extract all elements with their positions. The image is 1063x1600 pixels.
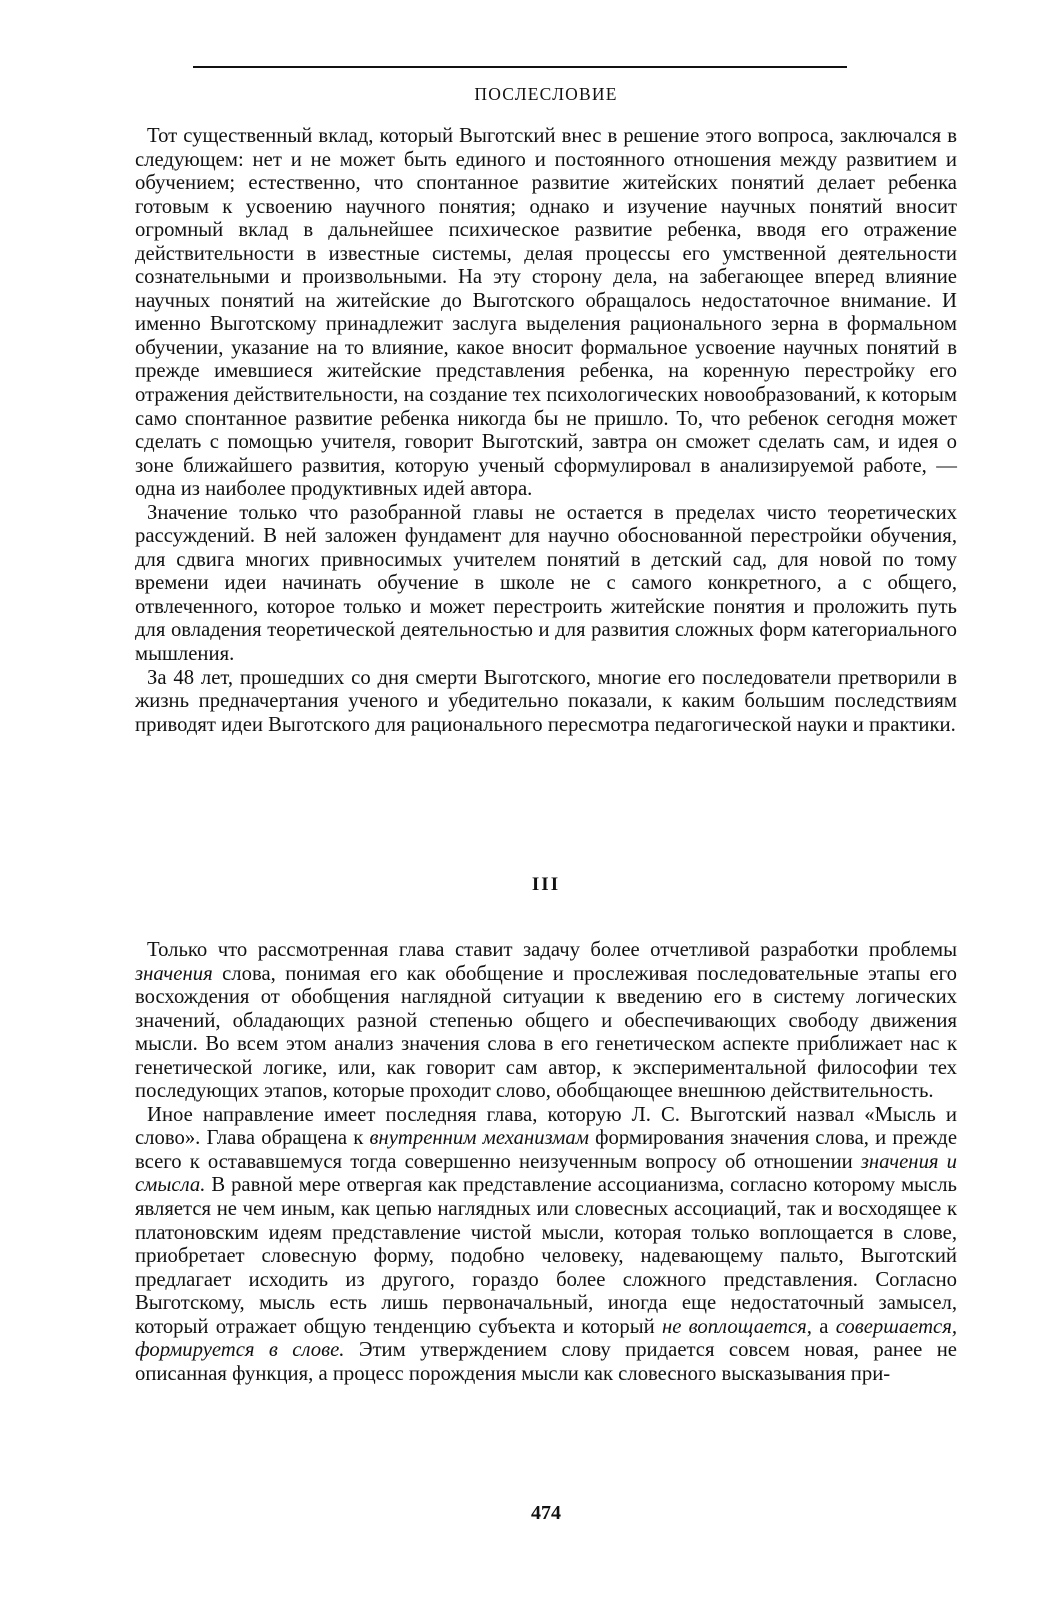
page-number: 474 xyxy=(531,1502,561,1524)
section-iii-text xyxy=(135,939,957,1386)
paragraph xyxy=(135,1104,957,1387)
text-run: Иное направление имеет последняя глава, которую Л. С. Выготский назвал «Мысль и слово». Глава обращена к xyxy=(135,1103,957,1150)
paragraph xyxy=(135,939,957,1104)
paragraph: За 48 лет, прошедших со дня смерти Выготского, многие его последователи претворили в жизнь предначертания ученого и убедительно показали, к каким большим последствиям приводят идеи Выготского для рационального пересмотра педагогической науки и практики. xyxy=(135,666,957,736)
text-run: Этим утверждением слову придается совсем новая, ранее не описанная функция, а процесс порождения мысли как словесного высказывания при- xyxy=(135,1339,957,1385)
afterword-section-text xyxy=(135,125,957,737)
book-page xyxy=(135,66,957,1566)
emphasis: совершается, формируется в слове. xyxy=(135,1315,957,1362)
section-heading: III xyxy=(531,874,561,895)
text-run: слова, понимая его как обобщение и прослеживая последовательные этапы его восхождения от обобщения наглядной ситуации к введению его в систему логических значений, обладающих разной степенью общего и обеспечивающих свободу движения мысли. Во всем этом анализ значения слова в его генетическом аспекте приближает нас к генетической логике, или, как говорит сам автор, к экспериментальной философии тех последующих этапов, которые проходит слово, обобщающее внешнюю действительность. xyxy=(135,962,957,1103)
emphasis: значения и смысла. xyxy=(135,1150,957,1197)
text-run: формирования значения слова, и прежде всего к остававшемуся тогда совершенно неизученным вопросу об отношении xyxy=(135,1127,958,1173)
header-rule xyxy=(193,66,847,68)
running-head: ПОСЛЕСЛОВИЕ xyxy=(474,84,618,104)
text-run: Только что рассмотренная глава ставит задачу более отчетливой разработки проблемы xyxy=(147,939,957,961)
emphasis: не воплощается, xyxy=(661,1315,812,1338)
text-run: а xyxy=(811,1315,836,1338)
paragraph: Тот существенный вклад, который Выготский внес в решение этого вопроса, заключался в следующем: нет и не может быть единого и постоянного отношения между развитием и обучением; естественно, что спонтанное развитие житейских понятий делает ребенка готовым к усвоению научного понятия; однако и изучение научных понятий вносит огромный вклад в дальнейшее психическое развитие ребенка, вводя его отражение действительности в известные системы, делая процессы его умственной деятельности сознательными и произвольными. На эту сторону дела, на забегающее вперед влияние научных понятий на житейские до Выготского обращалось недостаточное внимание. И именно Выготскому принадлежит заслуга выделения рационального зерна в формальном обучении, указание на то влияние, какое вносит формальное усвоение научных понятий в прежде имевшиеся житейские представления ребенка, на коренную перестройку его отражения действительности, на создание тех психологических новообразований, к которым само спонтанное развитие ребенка никогда бы не пришло. То, что ребенок сегодня может сделать с помощью учителя, говорит Выготский, завтра он сможет сделать сам, и идея о зоне ближайшего развития, которую ученый сформулировал в анализируемой работе, — одна из наиболее продуктивных идей автора. xyxy=(135,125,957,501)
paragraph: Значение только что разобранной главы не остается в пределах чисто теоретических рассуждений. В ней заложен фундамент для научно обоснованной перестройки обучения, для сдвига многих привносимых учителем понятий в детский сад, для новой по тому времени идеи начинать обучение в школе не с самого конкретного, а с общего, отвлеченного, которое только и может перестроить житейские понятия и проложить путь для овладения теоретической деятельностью и для развития сложных форм категориального мышления. xyxy=(135,501,957,666)
emphasis: значения xyxy=(135,962,213,985)
text-run: В равной мере отвергая как представление ассоцианизма, согласно которому мысль является не чем иным, как цепью наглядных или словесных ассоциаций, так и восходящее к платоновским идеям представление чистой мысли, которая только воплощается в слове, приобретает словесную форму, подобно человеку, надевающему пальто, Выготский предлагает исходить из другого, гораздо более сложного представления. Согласно Выготскому, мысль есть лишь первоначальный, иногда еще недостаточный замысел, который отражает общую тенденцию субъекта и который xyxy=(135,1174,957,1338)
emphasis: внутренним механизмам xyxy=(369,1127,589,1150)
